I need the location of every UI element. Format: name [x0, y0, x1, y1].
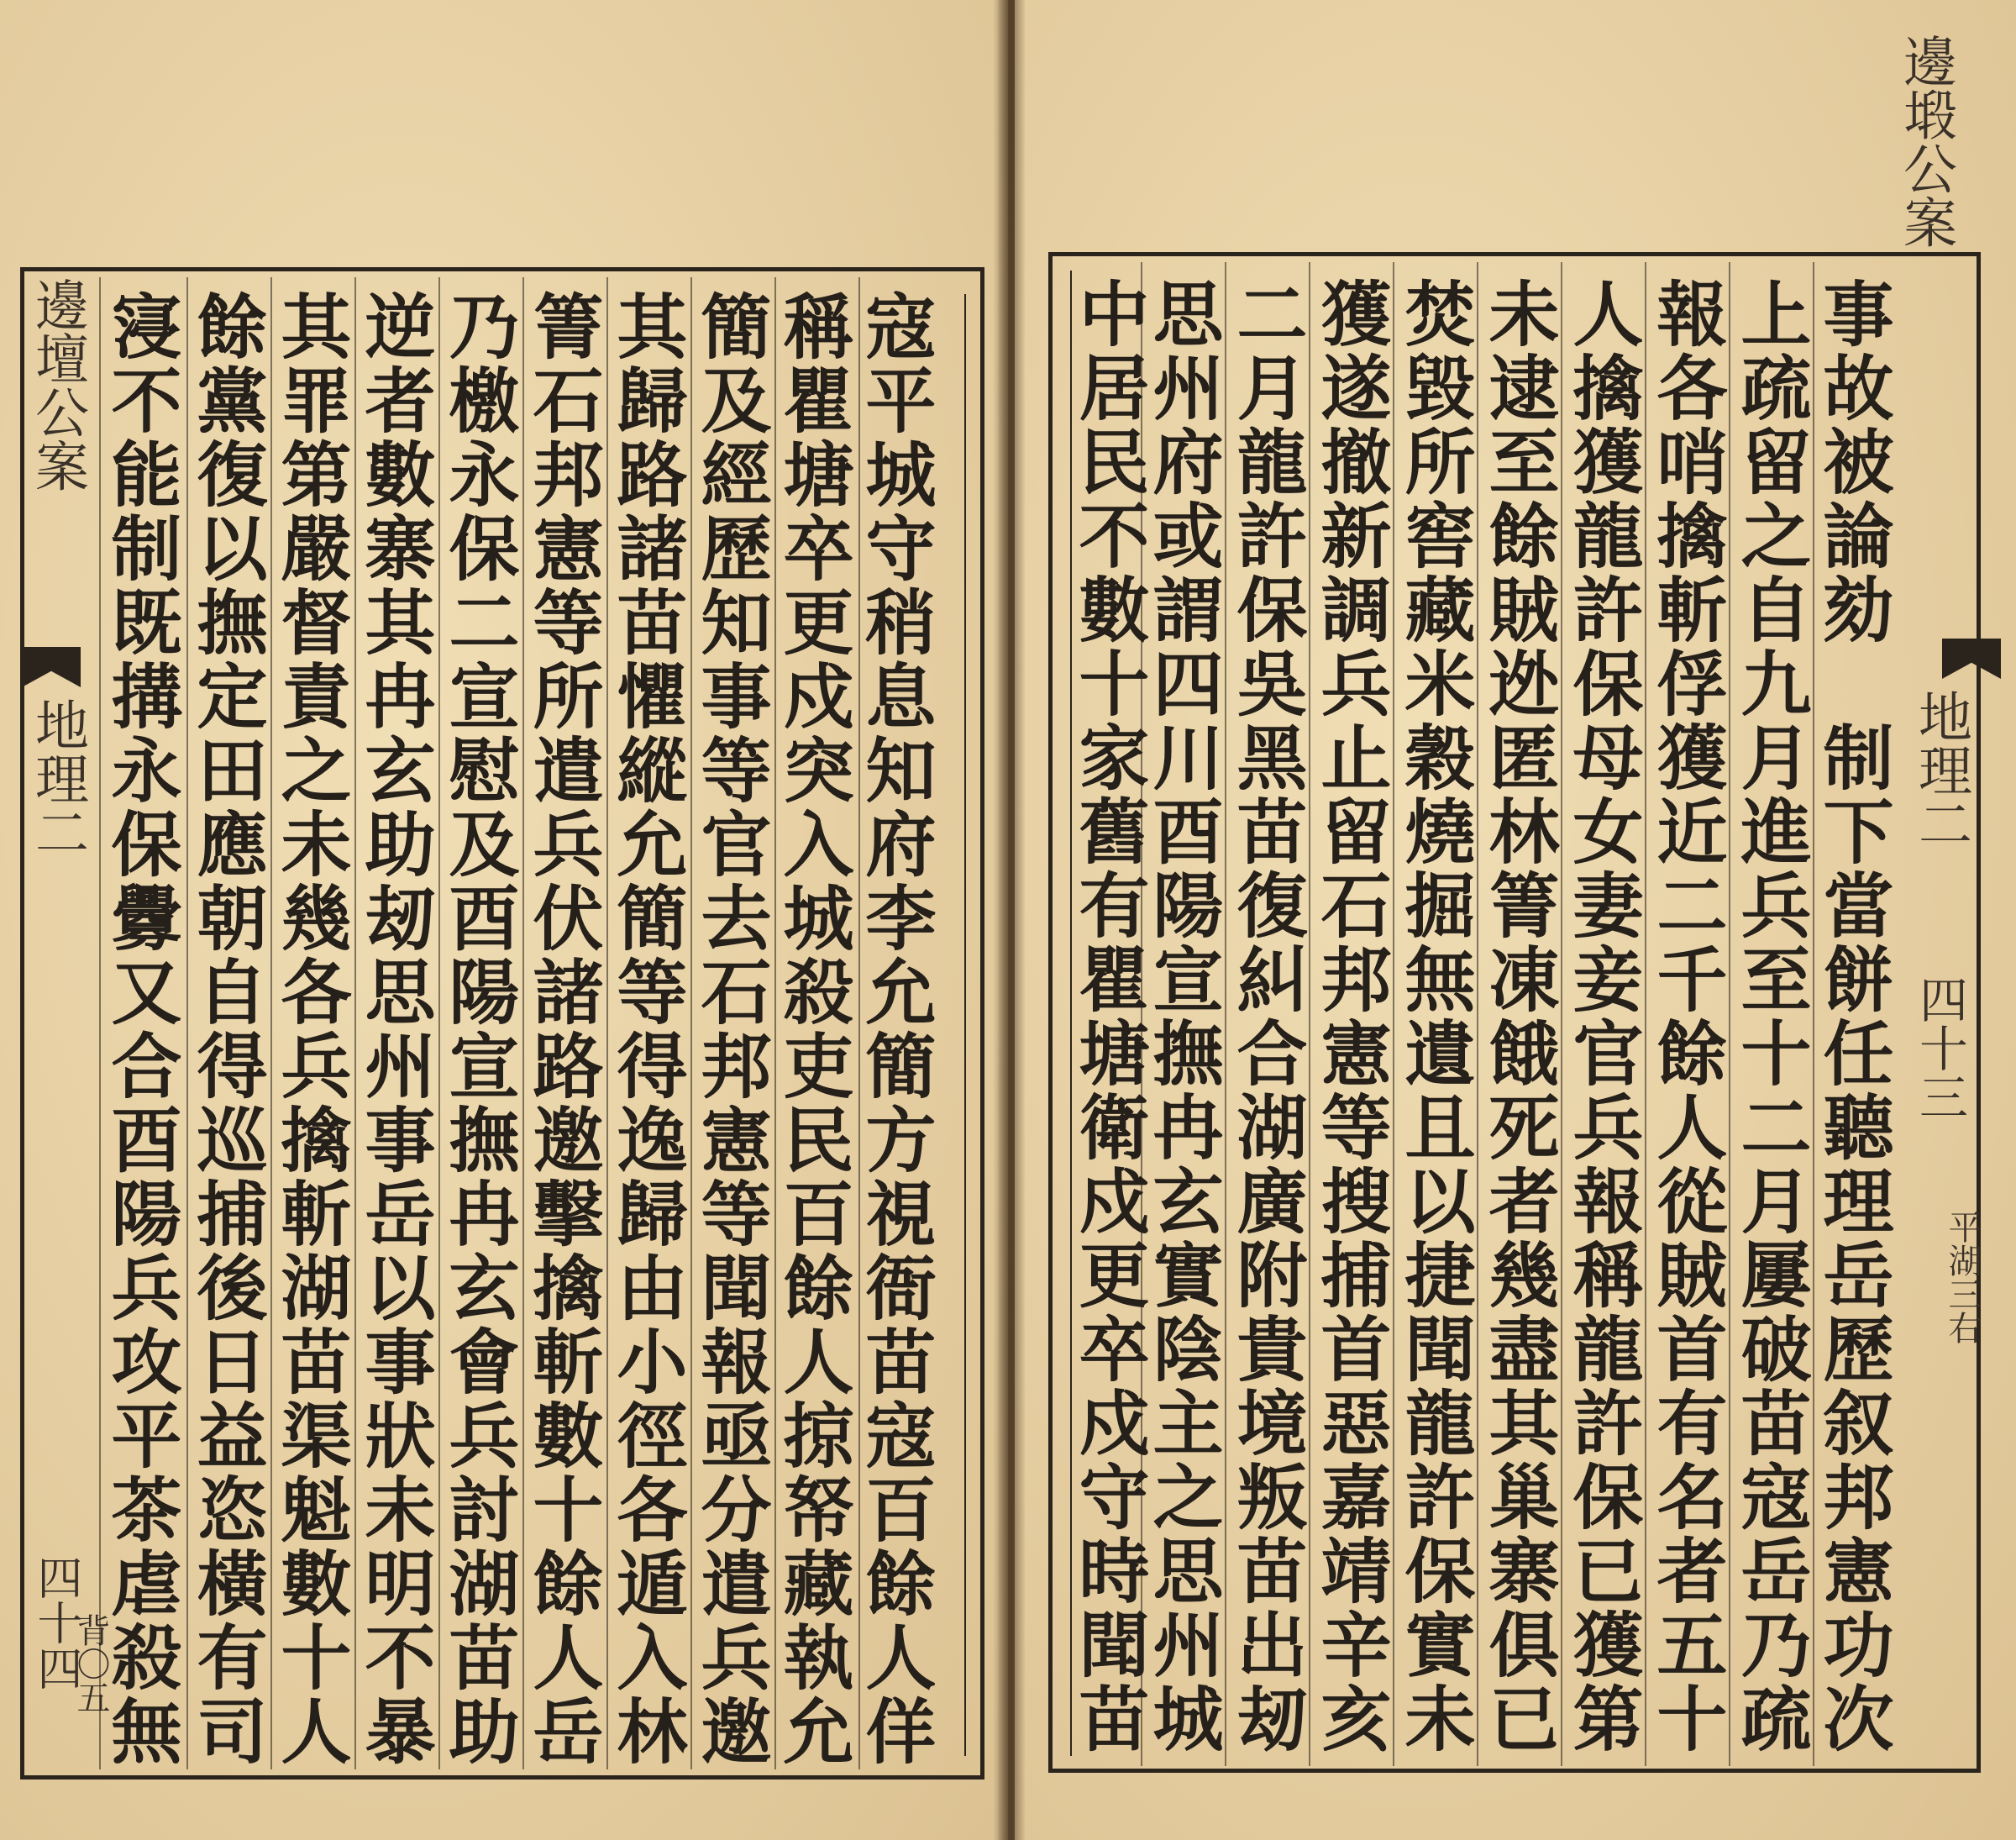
right-margin-section: 地理二: [1909, 689, 1971, 850]
book-gutter: [998, 0, 1025, 1840]
left-margin-title: 邊壇公案: [26, 277, 88, 492]
right-text-column: 中居民不數十家舊有瞿塘衛戍更卒戍守時聞苗: [1068, 277, 1151, 1756]
right-text-column: 未逮至餘賊迯匿林箐凍餓死者幾盡其巢寨俱已: [1478, 277, 1561, 1756]
left-text-column: 箐石邦憲等所遣兵伏諸路邀擊擒斬數十餘人岳: [522, 290, 605, 1769]
left-text-column: 其歸路諸苗懼縱允簡等得逸歸由小徑各遁入林: [606, 290, 689, 1769]
right-text-column: 二月龍許保吳黑苗復糾合湖廣附貴境叛苗出刼: [1226, 277, 1309, 1756]
left-text-column: 乃檄永保二宣慰及酉陽宣撫冉玄會兵討湖苗助: [438, 290, 521, 1769]
right-margin-note: 平湖三右: [1943, 1210, 1982, 1344]
left-margin-section: 地理二: [26, 697, 88, 859]
right-page: [1015, 0, 2016, 1840]
left-margin-folio: 四十四: [30, 1554, 83, 1690]
left-text-column: 稱瞿塘卒更戍突入城殺吏民百餘人掠帑藏執允: [772, 290, 855, 1769]
left-text-column: 餘黨復以撫定田應朝自得巡捕後日益恣橫有司: [186, 290, 269, 1769]
right-text-column: 獲遂撤新調兵止留石邦憲等搜捕首惡嘉靖辛亥: [1310, 277, 1393, 1756]
right-text-column: 報各哨擒斬俘獲近二千餘人從賊首有名者五十: [1646, 277, 1729, 1756]
left-text-column: 其罪第嚴督責之未幾各兵擒斬湖苗渠魁數十人: [270, 290, 353, 1769]
left-text-column: 寖不能制既搆永保釁又合酉陽兵攻平茶虐殺無: [100, 290, 183, 1769]
left-text-column: 簡及經歷知事等官去石邦憲等聞報亟分遣兵邀: [690, 290, 773, 1769]
left-text-column: 逆者數寨其冉玄助刼思州事岳以事狀未明不暴: [354, 290, 437, 1769]
left-margin-note: 背〇五: [71, 1613, 110, 1714]
right-text-column: 上疏留之自九月進兵至十二月屢破苗寇岳乃疏: [1730, 277, 1813, 1756]
right-text-column: 人擒獲龍許保母女妻妾官兵報稱龍許保已獲第: [1562, 277, 1645, 1756]
right-text-column: 焚毀所窖藏米穀燒掘無遺且以捷聞龍許保實未: [1394, 277, 1477, 1756]
left-text-column: 寇平城守稍息知府李允簡方視衙苗寇百餘人佯: [854, 290, 937, 1769]
right-text-column: 思州府或謂四川酉陽宣撫冉玄實陰主之思州城: [1142, 277, 1225, 1756]
right-margin-folio: 四十三: [1911, 975, 1968, 1121]
right-text-column: 事故被論劾 制下當餅任聽理岳歷叙邦憲功次: [1812, 277, 1895, 1756]
right-margin-title: 邊塅公案: [1894, 34, 1956, 249]
